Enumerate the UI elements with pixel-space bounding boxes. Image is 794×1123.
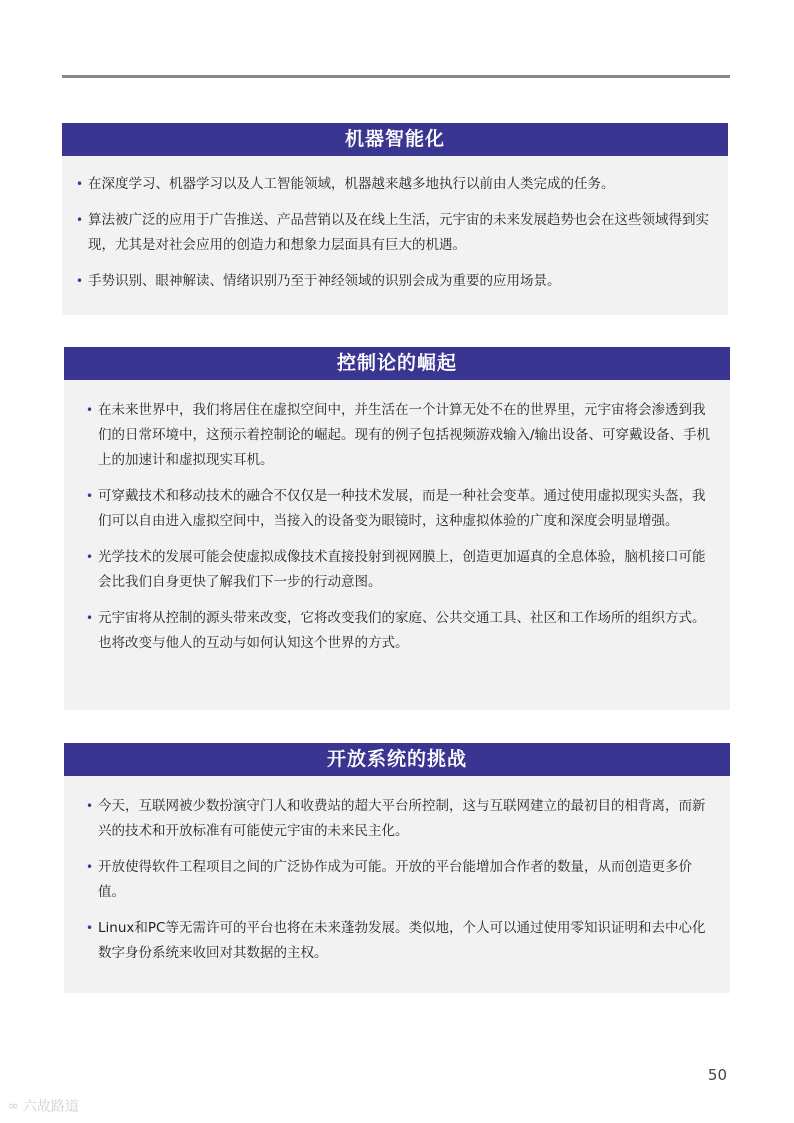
list-item: • 光学技术的发展可能会使虚拟成像技术直接投射到视网膜上，创造更加逼真的全息体验，脑机接口可能会比我们自身更快了解我们下一步的行动意图。	[98, 545, 716, 595]
list-item: • 开放使得软件工程项目之间的广泛协作成为可能。开放的平台能增加合作者的数量，从而创造更多价值。	[98, 855, 716, 905]
list-item: • 手势识别、眼神解读、情绪识别乃至于神经领域的识别会成为重要的应用场景。	[88, 269, 714, 294]
watermark-text: 六故路道	[22, 1099, 79, 1115]
section-title: 开放系统的挑战	[64, 743, 730, 776]
bullet-list	[62, 156, 728, 294]
bullet-list	[64, 380, 730, 656]
watermark-logo-icon: ∞	[8, 1098, 19, 1114]
section-title: 控制论的崛起	[64, 347, 730, 380]
page-number: 50	[707, 1066, 727, 1084]
section-title: 机器智能化	[62, 123, 728, 156]
list-item: • 在未来世界中，我们将居住在虚拟空间中，并生活在一个计算无处不在的世界里，元宇宙将会渗透到我们的日常环境中，这预示着控制论的崛起。现有的例子包括视频游戏输入/输出设备、可穿戴设备、手机上的加速计和虚拟现实耳机。	[98, 398, 716, 473]
list-item: • 在深度学习、机器学习以及人工智能领域，机器越来越多地执行以前由人类完成的任务。	[88, 172, 714, 197]
watermark	[8, 1096, 79, 1116]
section-open-systems	[64, 743, 730, 993]
list-item: • 今天，互联网被少数扮演守门人和收费站的超大平台所控制，这与互联网建立的最初目的相背离，而新兴的技术和开放标准有可能使元宇宙的未来民主化。	[98, 794, 716, 844]
list-item: • 算法被广泛的应用于广告推送、产品营销以及在线上生活，元宇宙的未来发展趋势也会在这些领域得到实现，尤其是对社会应用的创造力和想象力层面具有巨大的机遇。	[88, 208, 714, 258]
section-cybernetics	[64, 347, 730, 710]
list-item: • 可穿戴技术和移动技术的融合不仅仅是一种技术发展，而是一种社会变革。通过使用虚拟现实头盔，我们可以自由进入虚拟空间中，当接入的设备变为眼镜时，这种虚拟体验的广度和深度会明显增强。	[98, 484, 716, 534]
list-item: • 元宇宙将从控制的源头带来改变，它将改变我们的家庭、公共交通工具、社区和工作场所的组织方式。也将改变与他人的互动与如何认知这个世界的方式。	[98, 606, 716, 656]
top-rule	[62, 75, 730, 78]
section-machine-intelligence	[62, 123, 728, 315]
list-item: • Linux和PC等无需许可的平台也将在未来蓬勃发展。类似地，个人可以通过使用零知识证明和去中心化数字身份系统来收回对其数据的主权。	[98, 916, 716, 966]
bullet-list	[64, 776, 730, 966]
